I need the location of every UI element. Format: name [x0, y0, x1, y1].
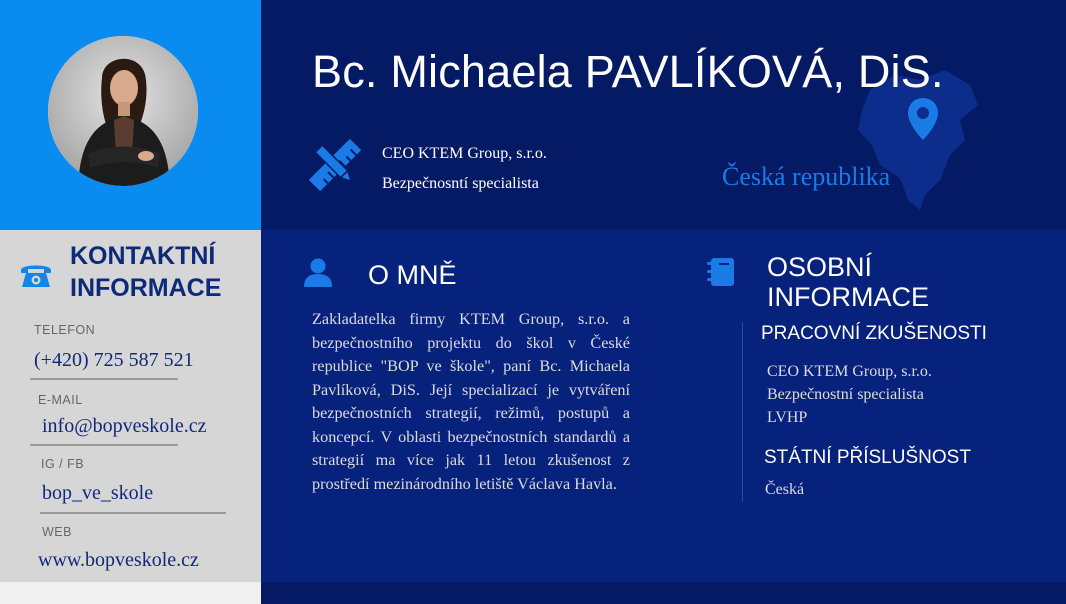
page-title: Bc. Michaela PAVLÍKOVÁ, DiS.: [312, 46, 944, 97]
info-divider: [742, 322, 743, 502]
contact-heading-line: INFORMACE: [70, 274, 222, 302]
social-value[interactable]: bop_ve_skole: [42, 482, 154, 504]
social-label: IG / FB: [41, 457, 85, 471]
email-label: E-MAIL: [38, 393, 83, 407]
notebook-icon: [706, 256, 736, 288]
email-underline: [30, 444, 178, 446]
phone-value[interactable]: (+420) 725 587 521: [34, 349, 194, 371]
avatar: [48, 36, 198, 186]
personal-info-title-line: OSOBNÍ: [767, 252, 873, 282]
email-value[interactable]: info@bopveskole.cz: [42, 415, 207, 437]
phone-underline: [30, 378, 178, 380]
about-title: O MNĚ: [368, 260, 457, 290]
map-pin-icon: [906, 96, 940, 142]
phone-label: TELEFON: [34, 323, 96, 337]
role-line: Bezpečnosntí specialista: [382, 175, 539, 192]
web-label: WEB: [42, 525, 72, 539]
citizenship-value: Česká: [765, 481, 805, 498]
experience-item: CEO KTEM Group, s.r.o.: [767, 363, 932, 380]
personal-info-title-line: INFORMACE: [767, 282, 929, 312]
bottom-bar: [261, 582, 1066, 604]
experience-title: PRACOVNÍ ZKUŠENOSTI: [761, 323, 987, 344]
personal-info-title: [767, 252, 929, 312]
country-label: Česká republika: [722, 162, 891, 191]
social-underline: [40, 512, 226, 514]
citizenship-title: STÁTNÍ PŘÍSLUŠNOST: [764, 447, 971, 468]
user-icon: [303, 257, 333, 287]
experience-item: Bezpečnostní specialista: [767, 386, 924, 403]
phone-icon: [18, 260, 54, 290]
left-footer-strip: [0, 582, 261, 604]
experience-item: LVHP: [767, 409, 808, 426]
contact-heading: [70, 240, 260, 304]
role-line: CEO KTEM Group, s.r.o.: [382, 145, 547, 162]
tools-icon: [308, 138, 362, 192]
contact-heading-line: KONTAKTNÍ: [70, 242, 216, 270]
about-text: Zakladatelka firmy KTEM Group, s.r.o. a bezpečnostního projektu do škol v České republice "BOP ve škole", paní Bc. Michaela Pavlíková, DiS. Její specializací je vytváření bezpečnostních strategií, režimů, postupů a koncepcí. V oblasti bezpečnostních standardů a strategií ma více jak 11 letou zkušenost z prostředí mezinárodního letiště Václava Havla.: [312, 310, 630, 493]
web-value[interactable]: www.bopveskole.cz: [38, 549, 199, 571]
